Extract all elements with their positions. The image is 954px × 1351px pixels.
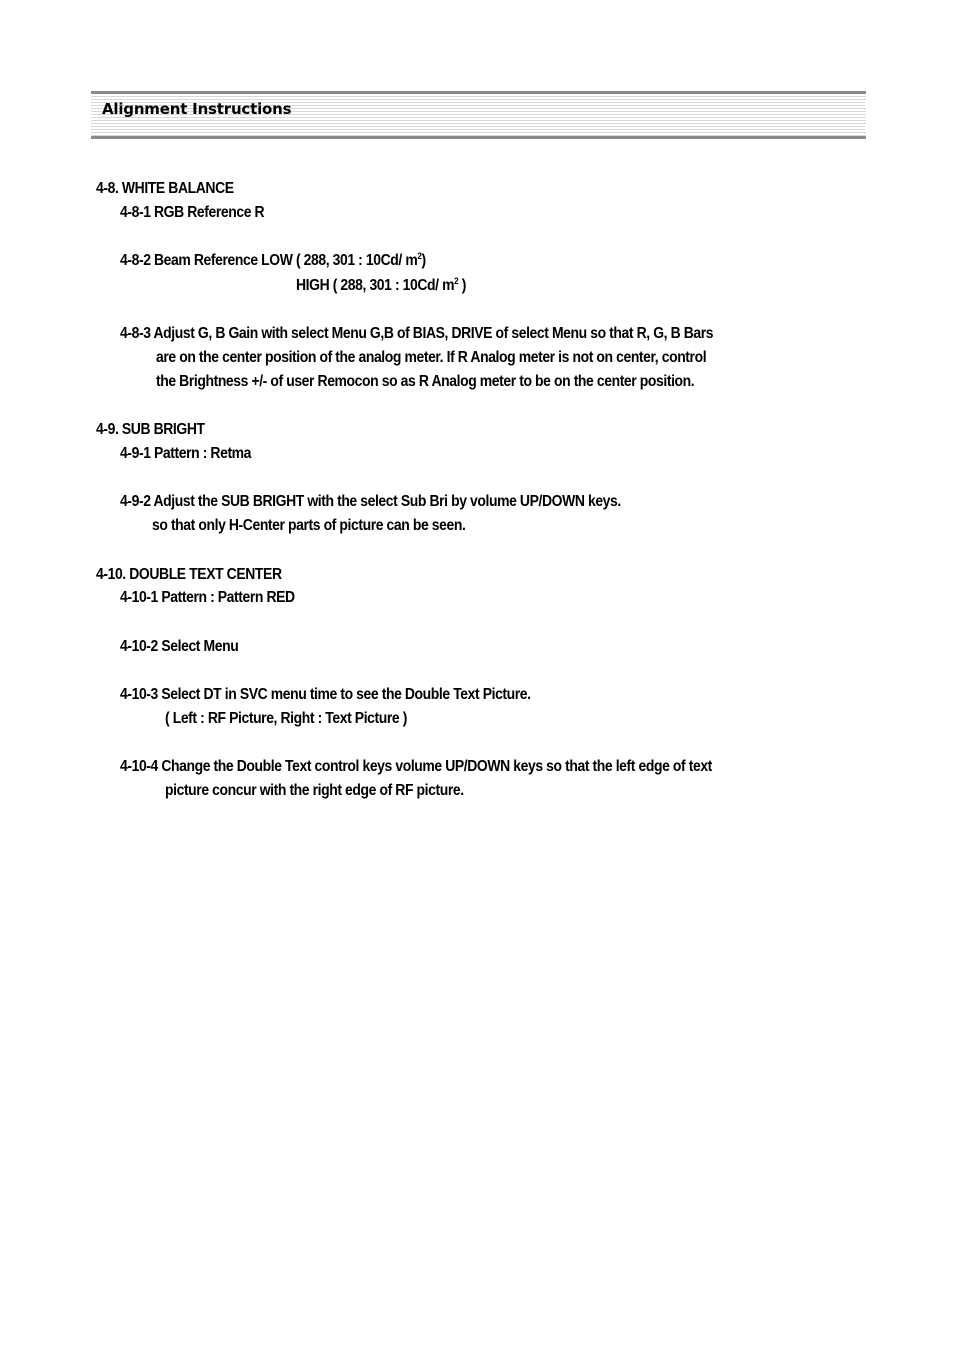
item-4-10-1: 4-10-1 Pattern : Pattern RED bbox=[120, 589, 295, 606]
header-rule-bottom bbox=[91, 136, 866, 139]
section-heading-white-balance: 4-8. WHITE BALANCE bbox=[96, 180, 234, 197]
item-4-8-1: 4-8-1 RGB Reference R bbox=[120, 204, 265, 221]
item-4-8-3-line-2: are on the center position of the analog meter. If R Analog meter is not on center, control bbox=[156, 349, 707, 366]
superscript: 2 bbox=[417, 251, 422, 261]
item-4-9-1: 4-9-1 Pattern : Retma bbox=[120, 445, 252, 462]
item-4-9-2-line-1: 4-9-2 Adjust the SUB BRIGHT with the select Sub Bri by volume UP/DOWN keys. bbox=[120, 493, 621, 510]
page-header bbox=[91, 91, 866, 139]
header-title: Alignment Instructions bbox=[102, 100, 292, 118]
section-heading-sub-bright: 4-9. SUB BRIGHT bbox=[96, 421, 205, 438]
item-4-8-3-line-3: the Brightness +/- of user Remocon so as R Analog meter to be on the center position. bbox=[156, 373, 695, 390]
item-4-10-4-line-2: picture concur with the right edge of RF picture. bbox=[165, 782, 464, 799]
item-4-10-2: 4-10-2 Select Menu bbox=[120, 638, 239, 655]
item-4-10-3-line-1: 4-10-3 Select DT in SVC menu time to see the Double Text Picture. bbox=[120, 686, 531, 703]
section-heading-double-text-center: 4-10. DOUBLE TEXT CENTER bbox=[96, 566, 282, 583]
header-rule-top bbox=[91, 91, 866, 94]
item-4-8-3-line-1: 4-8-3 Adjust G, B Gain with select Menu G,B of BIAS, DRIVE of select Menu so that R, G, B Bars bbox=[120, 325, 714, 342]
item-4-9-2-line-2: so that only H-Center parts of picture can be seen. bbox=[152, 517, 466, 534]
item-4-10-3-line-2: ( Left : RF Picture, Right : Text Picture ) bbox=[165, 710, 407, 727]
item-4-8-2-line-2: HIGH ( 288, 301 : 10Cd/ $m^2$ ) bbox=[296, 276, 466, 294]
item-4-10-4-line-1: 4-10-4 Change the Double Text control keys volume UP/DOWN keys so that the left edge of text bbox=[120, 758, 712, 775]
superscript: 2 bbox=[454, 276, 459, 286]
item-4-8-2-line-1: 4-8-2 Beam Reference LOW ( 288, 301 : 10Cd/ $m^2$) bbox=[120, 251, 426, 269]
